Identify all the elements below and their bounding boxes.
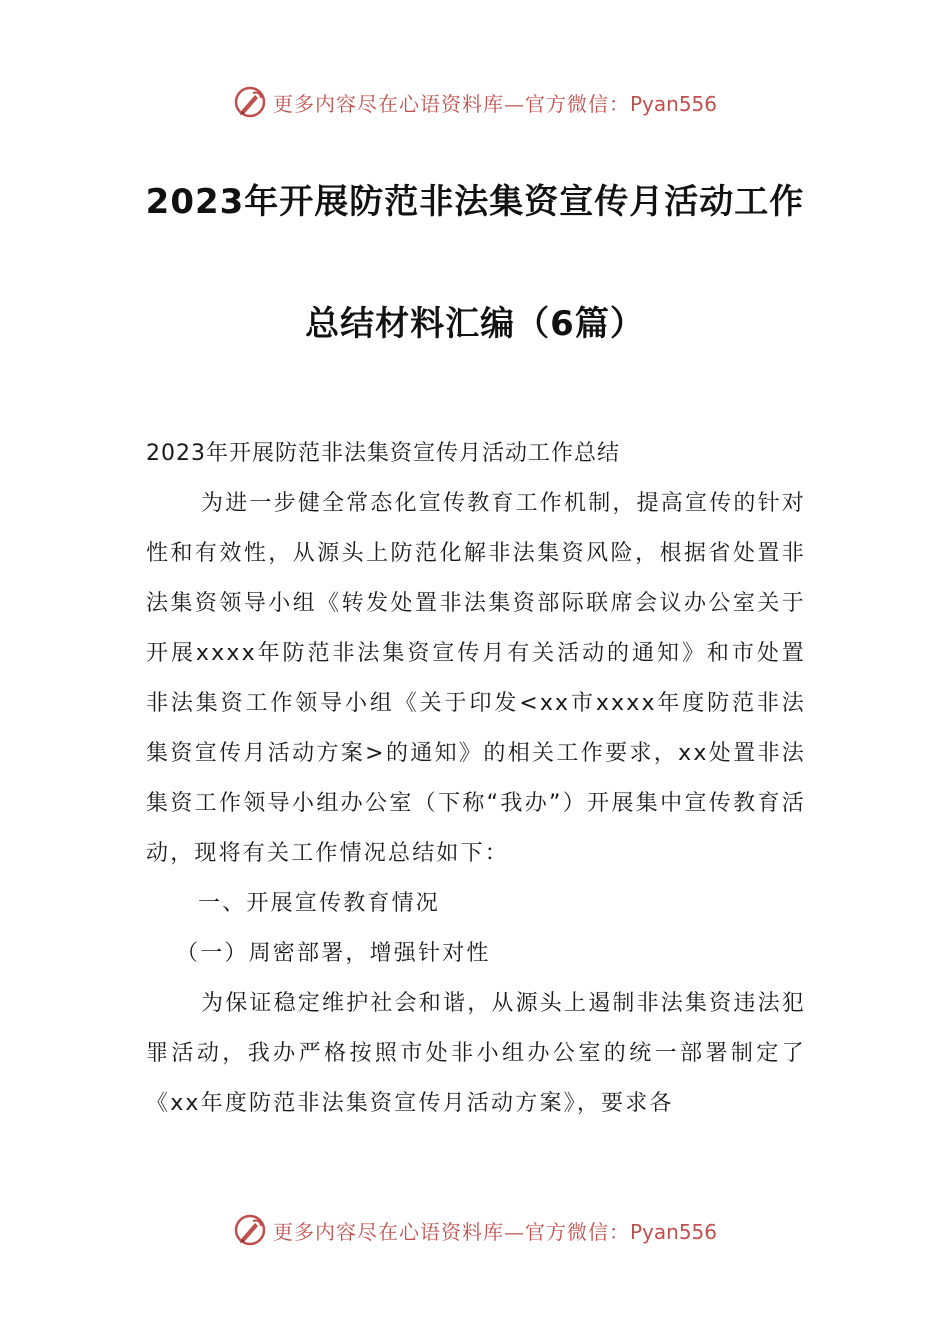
pen-logo-icon [233, 85, 267, 119]
document-title-line-2: 总结材料汇编（6篇） [305, 304, 645, 344]
document-title-line-1: 2023年开展防范非法集资宣传月活动工作 [145, 182, 805, 222]
watermark-wechat-id: Pyan556 [629, 91, 717, 116]
body-paragraph-1: 为进一步健全常态化宣传教育工作机制，提高宣传的针对性和有效性，从源头上防范化解非法集资风险，根据省处置非法集资领导小组《转发处置非法集资部际联席会议办公室关于开展xxxx年防范非法集资宣传月有关活动的通知》和市处置非法集资工作领导小组《关于印发<xx市xxxx年度防范非法集资宣传月活动方案>的通知》的相关工作要求，xx处置非法集资工作领导小组办公室（下称“我办”）开展集中宣传教育活动，现将有关工作情况总结如下： [146, 491, 807, 866]
subsection-title-1: （一）周密部署，增强针对性 [176, 941, 491, 966]
body-paragraph-2: 为保证稳定维护社会和谐，从源头上遏制非法集资违法犯罪活动，我办严格按照市处非小组办公室的统一部署制定了《xx年度防范非法集资宣传月活动方案》，要求各 [146, 991, 807, 1116]
document-body [146, 429, 806, 1129]
section-title-1: 一、开展宣传教育情况 [198, 891, 441, 916]
watermark-wechat-id: Pyan556 [629, 1219, 717, 1244]
watermark-footer [0, 1210, 950, 1250]
watermark-text: 更多内容尽在心语资料库—官方微信：Pyan556 [272, 1219, 717, 1244]
pen-logo-icon [233, 1213, 267, 1247]
watermark-header [0, 82, 950, 122]
section-heading: 2023年开展防范非法集资宣传月活动工作总结 [146, 441, 620, 466]
watermark-text: 更多内容尽在心语资料库—官方微信：Pyan556 [272, 91, 717, 116]
